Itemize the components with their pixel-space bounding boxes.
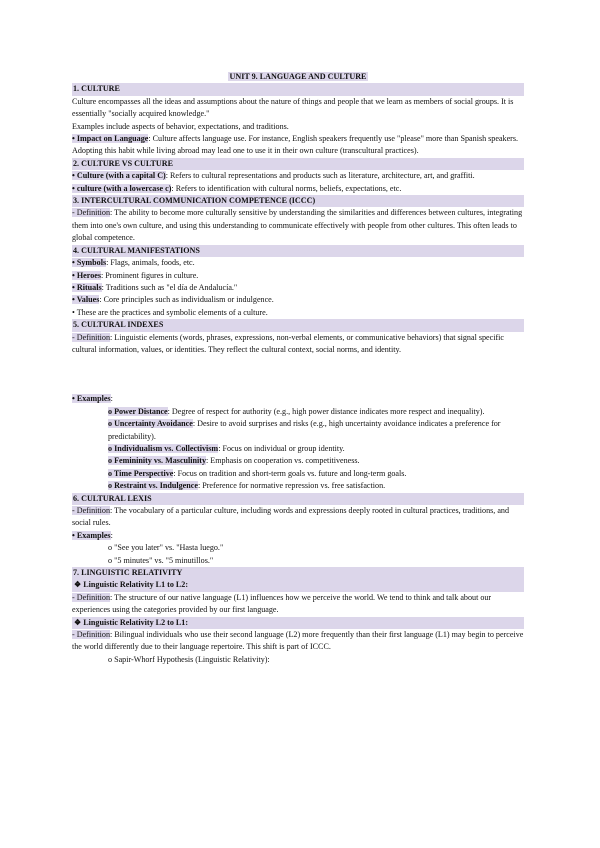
note: • These are the practices and symbolic elements of a culture. (72, 307, 268, 317)
term-label: • Symbols (72, 258, 107, 268)
section-heading-iccc: 3. INTERCULTURAL COMMUNICATION COMPETENCE (ICCC) (72, 195, 524, 207)
section-heading-linguistic-relativity: 7. LINGUISTIC RELATIVITY (72, 567, 524, 579)
definition-l1-to-l2 (72, 592, 524, 617)
definition-label: - Definition (72, 630, 110, 640)
example-see-you-later: o "See you later" vs. "Hasta luego." (108, 543, 224, 553)
document-body (72, 71, 524, 666)
section-heading-cultural-lexis: 6. CULTURAL LEXIS (72, 493, 524, 505)
spacer (72, 356, 524, 393)
example-femininity (72, 455, 524, 467)
example-power-distance (72, 406, 524, 418)
term-text: : Desire to avoid surprises and risks (e.g., high uncertainty avoidance indicates a preference for predictability). (108, 419, 501, 441)
term-label: • Heroes (72, 270, 101, 280)
example-individualism (72, 443, 524, 455)
term-label: • Culture (with a capital C) (72, 171, 166, 181)
term-label: • Values (72, 295, 100, 305)
example-time-perspective (72, 468, 524, 480)
definition-text: : Linguistic elements (words, phrases, expressions, non-verbal elements, or communicative behaviors) that signal specific cultural information, values, or identities. They reflect the cultural context, social norms, and identity. (72, 332, 505, 354)
term-label: o Femininity vs. Masculinity (108, 456, 207, 466)
section-heading-cultural-indexes: 5. CULTURAL INDEXES (72, 319, 524, 331)
term-text: : Focus on tradition and short-term goals vs. future and long-term goals. (173, 468, 407, 478)
term-text: : Traditions such as "el día de Andalucía." (101, 282, 238, 292)
definition-iccc (72, 207, 524, 244)
bullet-rituals (72, 282, 524, 294)
bullet-heroes (72, 270, 524, 282)
definition-label: - Definition (72, 592, 110, 602)
term-text: : Degree of respect for authority (e.g., high power distance indicates more respect and inequality). (167, 406, 485, 416)
term-label: • culture (with a lowercase c) (72, 183, 172, 193)
section-heading-culture: 1. CULTURE (72, 83, 524, 95)
definition-cultural-indexes (72, 332, 524, 357)
example-uncertainty-avoidance (72, 418, 524, 443)
bullet-culture-lowercase (72, 183, 524, 195)
examples-heading: • Examples: (72, 530, 113, 540)
examples-label: • Examples (72, 530, 111, 540)
term-label: o Individualism vs. Collectivism (108, 443, 219, 453)
subheading-l2-to-l1: ❖ Linguistic Relativity L2 to L1: (72, 617, 524, 629)
term-label: • Impact on Language (72, 134, 149, 144)
term-label: o Restraint vs. Indulgence (108, 481, 198, 491)
definition-l2-to-l1 (72, 629, 524, 654)
example-5-minutes: o "5 minutes" vs. "5 minutillos." (108, 555, 214, 565)
term-label: o Time Perspective (108, 468, 174, 478)
bullet-symbols (72, 257, 524, 269)
term-label: • Rituals (72, 282, 102, 292)
bullet-culture-capital (72, 170, 524, 182)
definition-text: : Bilingual individuals who use their second language (L2) more frequently than their first language (L1) may begin to perceive the world differently due to their language repertoire. This shift is part of ICCC. (72, 630, 524, 652)
definition-label: - Definition (72, 208, 110, 218)
term-text: : Refers to identification with cultural norms, beliefs, expectations, etc. (171, 183, 402, 193)
term-text: : Culture affects language use. For instance, English speakers frequently use "please" more than Spanish speakers. Adopting this habit while living abroad may lead one to use it in their own culture (transcultural practices). (72, 134, 519, 156)
examples-heading: • Examples: (72, 394, 113, 404)
term-text: : Core principles such as individualism or indulgence. (99, 295, 274, 305)
term-text: : Emphasis on cooperation vs. competitiveness. (206, 456, 360, 466)
definition-text: : The ability to become more culturally sensitive by understanding the similarities and differences between cultures, integrating them into one's own culture, and using this understanding to communicate effectively with people from other cultures. This often leads to global competence. (72, 208, 523, 243)
term-text: : Prominent figures in culture. (100, 270, 199, 280)
term-text: : Preference for normative repression vs. free satisfaction. (197, 481, 386, 491)
term-text: : Flags, animals, foods, etc. (106, 258, 195, 268)
sapir-whorf-item: o Sapir-Whorf Hypothesis (Linguistic Relativity): (108, 654, 270, 664)
paragraph: Culture encompasses all the ideas and assumptions about the nature of things and people that we learn as members of social groups. It is essentially "socially acquired knowledge." (72, 96, 514, 119)
section-heading-cultural-manifestations: 4. CULTURAL MANIFESTATIONS (72, 245, 524, 257)
definition-label: - Definition (72, 506, 110, 515)
term-label: o Power Distance (108, 406, 168, 416)
examples-label: • Examples (72, 394, 111, 404)
definition-text: : The vocabulary of a particular culture, including words and expressions deeply rooted in cultural practices, traditions, and social rules. (72, 506, 510, 528)
paragraph: Examples include aspects of behavior, expectations, and traditions. (72, 121, 289, 131)
term-text: : Refers to cultural representations and products such as literature, architecture, art, and graffiti. (165, 171, 475, 181)
bullet-values (72, 294, 524, 306)
subheading-l1-to-l2: ❖ Linguistic Relativity L1 to L2: (72, 579, 524, 591)
definition-text: : The structure of our native language (L1) influences how we perceive the world. We tend to think and talk about our experiences using the categories provided by our first language. (72, 592, 492, 615)
example-restraint (72, 480, 524, 492)
term-label: o Uncertainty Avoidance (108, 419, 193, 429)
definition-cultural-lexis (72, 505, 524, 530)
bullet-impact-on-language (72, 133, 524, 158)
definition-label: - Definition (72, 332, 110, 342)
section-heading-culture-vs-culture: 2. CULTURE VS CULTURE (72, 158, 524, 170)
term-text: : Focus on individual or group identity. (218, 443, 345, 453)
document-title: UNIT 9. LANGUAGE AND CULTURE (229, 72, 367, 81)
